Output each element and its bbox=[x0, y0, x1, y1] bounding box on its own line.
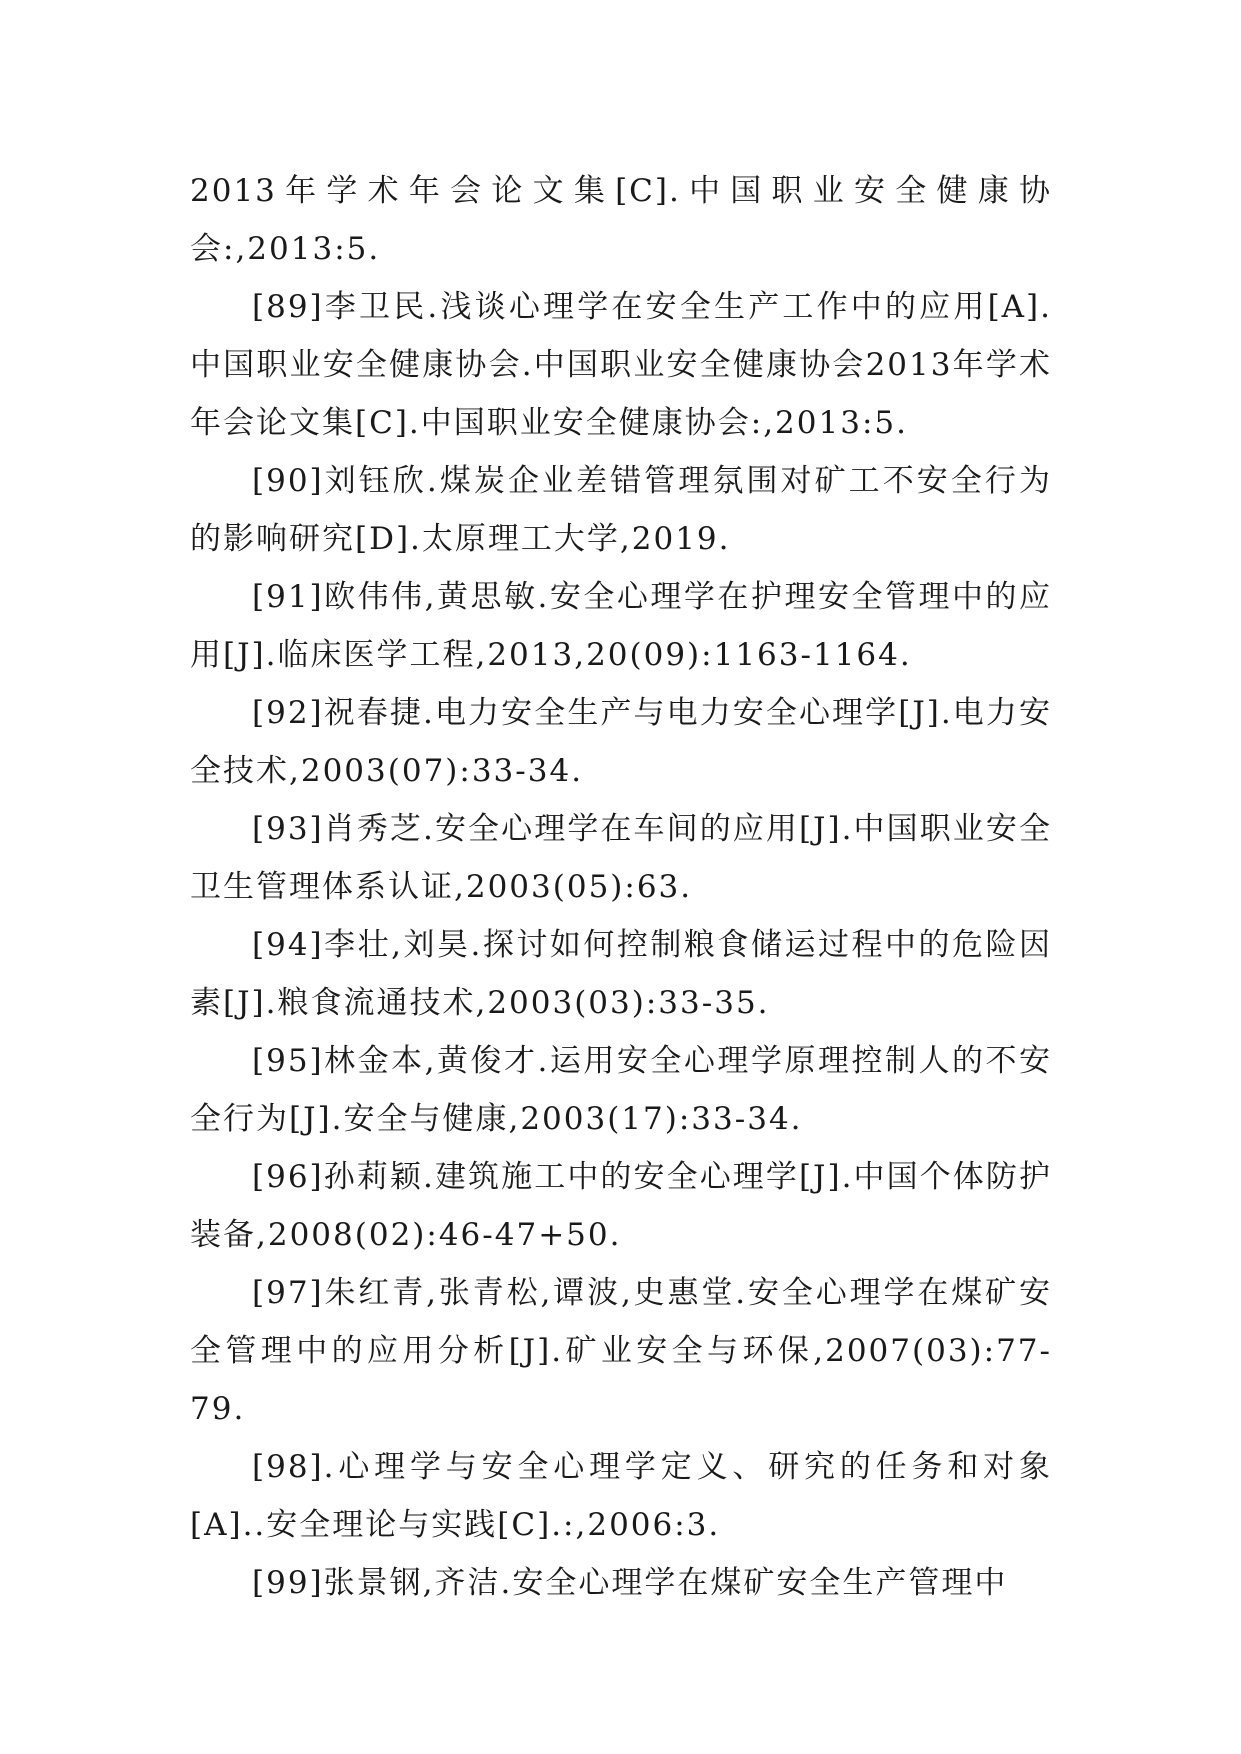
reference-item-93: [93]肖秀芝.安全心理学在车间的应用[J].中国职业安全卫生管理体系认证,2003(05):63. bbox=[190, 811, 1052, 905]
reference-item-95: [95]林金本,黄俊才.运用安全心理学原理控制人的不安全行为[J].安全与健康,2003(17):33-34. bbox=[190, 1043, 1052, 1137]
reference-item-91: [91]欧伟伟,黄思敏.安全心理学在护理安全管理中的应用[J].临床医学工程,2013,20(09):1163-1164. bbox=[190, 579, 1052, 673]
reference-item-89: [89]李卫民.浅谈心理学在安全生产工作中的应用[A].中国职业安全健康协会.中国职业安全健康协会2013年学术年会论文集[C].中国职业安全健康协会:,2013:5. bbox=[190, 289, 1052, 441]
reference-item-99: [99]张景钢,齐洁.安全心理学在煤矿安全生产管理中 bbox=[252, 1565, 1008, 1601]
reference-item-97: [97]朱红青,张青松,谭波,史惠堂.安全心理学在煤矿安全管理中的应用分析[J].矿业安全与环保,2007(03):77-79. bbox=[190, 1275, 1052, 1427]
reference-item-96: [96]孙莉颖.建筑施工中的安全心理学[J].中国个体防护装备,2008(02):46-47+50. bbox=[190, 1159, 1052, 1253]
reference-item-94: [94]李壮,刘昊.探讨如何控制粮食储运过程中的危险因素[J].粮食流通技术,2003(03):33-35. bbox=[190, 927, 1052, 1021]
reference-list bbox=[190, 162, 1052, 1612]
reference-item-90: [90]刘钰欣.煤炭企业差错管理氛围对矿工不安全行为的影响研究[D].太原理工大学,2019. bbox=[190, 463, 1052, 557]
reference-item-88-continuation: 2013年学术年会论文集[C].中国职业安全健康协会:,2013:5. bbox=[190, 173, 1052, 267]
reference-item-92: [92]祝春捷.电力安全生产与电力安全心理学[J].电力安全技术,2003(07):33-34. bbox=[190, 695, 1052, 789]
reference-item-98: [98].心理学与安全心理学定义、研究的任务和对象[A]..安全理论与实践[C].:,2006:3. bbox=[190, 1449, 1052, 1543]
